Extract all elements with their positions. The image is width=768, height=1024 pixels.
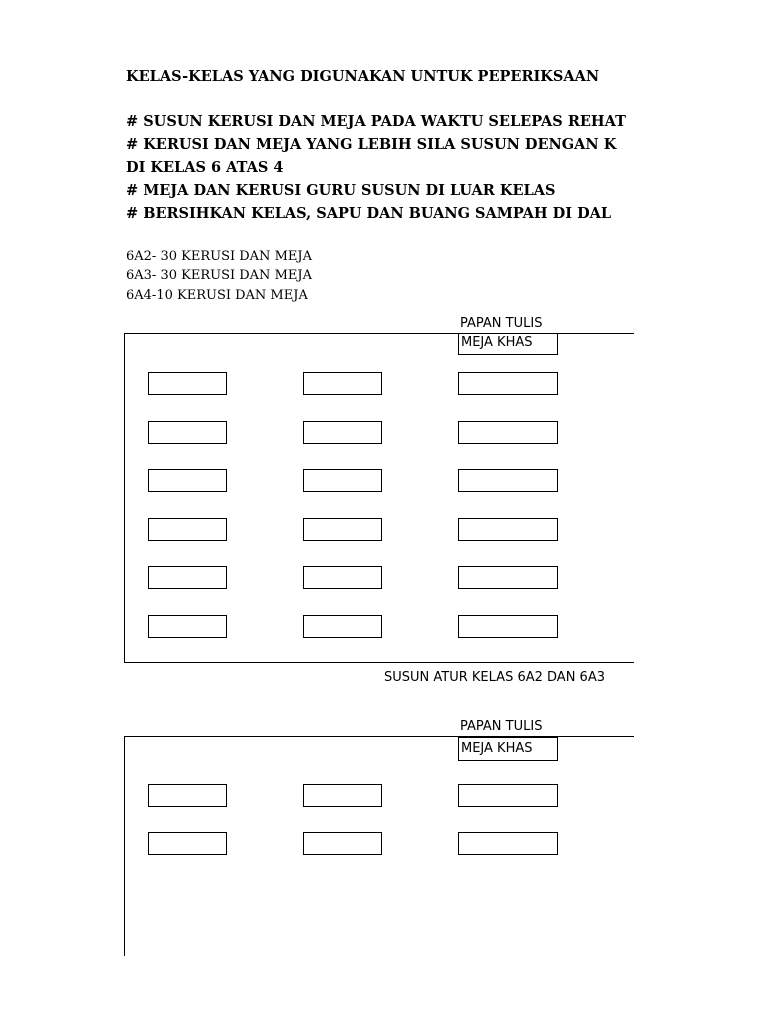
student-desk: [458, 518, 558, 541]
student-desk: [148, 518, 227, 541]
special-desk-label: MEJA KHAS: [461, 335, 533, 350]
student-desk: [148, 421, 227, 444]
class-count-6a4: 6A4-10 KERUSI DAN MEJA: [126, 288, 308, 303]
student-desk: [458, 421, 558, 444]
student-desk: [303, 784, 382, 807]
classroom-left-wall: [124, 333, 125, 663]
instruction-line: DI KELAS 6 ATAS 4: [126, 159, 284, 176]
student-desk: [303, 832, 382, 855]
instruction-line: # MEJA DAN KERUSI GURU SUSUN DI LUAR KELAS: [126, 182, 556, 199]
layout-caption: SUSUN ATUR KELAS 6A2 DAN 6A3: [384, 670, 605, 685]
classroom-left-wall: [124, 736, 125, 956]
special-desk: [458, 737, 558, 761]
student-desk: [303, 615, 382, 638]
student-desk: [458, 784, 558, 807]
student-desk: [458, 566, 558, 589]
whiteboard-label: PAPAN TULIS: [460, 719, 543, 734]
student-desk: [148, 566, 227, 589]
classroom-bottom-wall: [124, 662, 634, 663]
special-desk-label: MEJA KHAS: [461, 741, 533, 756]
student-desk: [458, 832, 558, 855]
student-desk: [148, 469, 227, 492]
instruction-line: # BERSIHKAN KELAS, SAPU DAN BUANG SAMPAH DI DAL: [126, 205, 612, 222]
student-desk: [458, 469, 558, 492]
document-heading: KELAS-KELAS YANG DIGUNAKAN UNTUK PEPERIKSAAN: [126, 68, 600, 85]
student-desk: [458, 372, 558, 395]
student-desk: [303, 372, 382, 395]
class-count-6a3: 6A3- 30 KERUSI DAN MEJA: [126, 268, 312, 283]
instruction-line: # SUSUN KERUSI DAN MEJA PADA WAKTU SELEPAS REHAT: [126, 113, 626, 130]
student-desk: [148, 615, 227, 638]
student-desk: [148, 832, 227, 855]
student-desk: [303, 469, 382, 492]
student-desk: [303, 566, 382, 589]
student-desk: [458, 615, 558, 638]
class-count-6a2: 6A2- 30 KERUSI DAN MEJA: [126, 249, 312, 264]
student-desk: [148, 372, 227, 395]
student-desk: [148, 784, 227, 807]
student-desk: [303, 518, 382, 541]
special-desk: [458, 333, 558, 355]
instruction-line: # KERUSI DAN MEJA YANG LEBIH SILA SUSUN DENGAN K: [126, 136, 617, 153]
whiteboard-label: PAPAN TULIS: [460, 316, 543, 331]
student-desk: [303, 421, 382, 444]
